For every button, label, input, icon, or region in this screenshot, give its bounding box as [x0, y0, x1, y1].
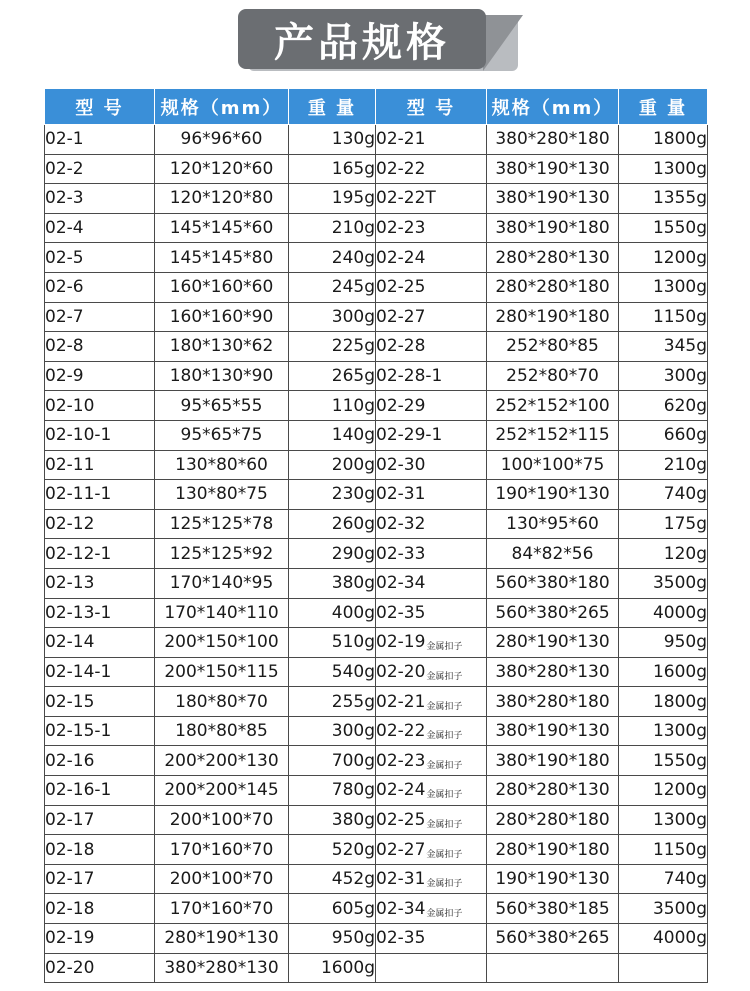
weight-cell: 380g — [289, 568, 376, 598]
table-row — [45, 420, 708, 450]
spec-cell-right: 560*380*265 — [487, 598, 619, 628]
table-row — [45, 864, 708, 894]
weight-cell-right: 1550g — [619, 746, 708, 776]
model-cell-right — [376, 716, 487, 746]
weight-cell-right: 1150g — [619, 835, 708, 865]
model-cell: 02-15 — [45, 687, 155, 717]
table-row — [45, 184, 708, 214]
weight-cell: 110g — [289, 391, 376, 421]
spec-cell-right: 560*380*185 — [487, 894, 619, 924]
model-cell: 02-12-1 — [45, 539, 155, 569]
model-cell: 02-15-1 — [45, 716, 155, 746]
model-cell-right — [376, 628, 487, 658]
model-cell-right — [376, 924, 487, 954]
table-row — [45, 332, 708, 362]
model-cell: 02-16 — [45, 746, 155, 776]
table-row — [45, 776, 708, 806]
table-row — [45, 480, 708, 510]
spec-cell: 145*145*80 — [155, 243, 289, 273]
spec-cell-right: 252*80*85 — [487, 332, 619, 362]
model-cell-right — [376, 805, 487, 835]
model-code: 02-22 — [376, 721, 426, 742]
weight-cell-right: 175g — [619, 509, 708, 539]
spec-cell: 180*80*85 — [155, 716, 289, 746]
spec-cell-right: 380*280*180 — [487, 687, 619, 717]
model-cell-right — [376, 184, 487, 214]
weight-cell-right: 1300g — [619, 716, 708, 746]
spec-cell-right: 100*100*75 — [487, 450, 619, 480]
model-code: 02-22 — [376, 158, 426, 179]
model-code: 02-35 — [376, 928, 426, 949]
weight-cell-right: 4000g — [619, 598, 708, 628]
model-cell: 02-16-1 — [45, 776, 155, 806]
table-row — [45, 450, 708, 480]
weight-cell-right: 3500g — [619, 894, 708, 924]
model-cell-right — [376, 864, 487, 894]
model-cell-right — [376, 302, 487, 332]
weight-cell: 140g — [289, 420, 376, 450]
spec-cell: 130*80*60 — [155, 450, 289, 480]
model-cell-right — [376, 598, 487, 628]
model-cell: 02-19 — [45, 924, 155, 954]
spec-cell: 125*125*78 — [155, 509, 289, 539]
weight-cell: 265g — [289, 361, 376, 391]
weight-cell-right: 1150g — [619, 302, 708, 332]
weight-cell: 452g — [289, 864, 376, 894]
spec-cell: 180*80*70 — [155, 687, 289, 717]
spec-cell: 96*96*60 — [155, 125, 289, 155]
model-code: 02-31 — [376, 484, 426, 505]
table-row — [45, 361, 708, 391]
weight-cell-right: 950g — [619, 628, 708, 658]
model-code: 02-30 — [376, 454, 426, 475]
model-cell: 02-12 — [45, 509, 155, 539]
spec-cell: 120*120*60 — [155, 154, 289, 184]
weight-cell: 210g — [289, 213, 376, 243]
model-cell-right — [376, 687, 487, 717]
weight-cell-right: 1800g — [619, 687, 708, 717]
spec-cell-right: 380*280*130 — [487, 657, 619, 687]
spec-cell-right: 280*280*130 — [487, 243, 619, 273]
weight-cell: 260g — [289, 509, 376, 539]
model-cell: 02-8 — [45, 332, 155, 362]
model-cell-right — [376, 213, 487, 243]
model-cell-right — [376, 154, 487, 184]
spec-cell: 200*200*130 — [155, 746, 289, 776]
spec-cell-right: 380*190*180 — [487, 746, 619, 776]
weight-cell: 540g — [289, 657, 376, 687]
spec-cell-right: 190*190*130 — [487, 864, 619, 894]
model-code: 02-24 — [376, 780, 426, 801]
spec-cell: 180*130*90 — [155, 361, 289, 391]
weight-cell: 130g — [289, 125, 376, 155]
table-row — [45, 154, 708, 184]
spec-cell-right: 280*280*180 — [487, 272, 619, 302]
weight-cell: 290g — [289, 539, 376, 569]
table-row — [45, 924, 708, 954]
header-weight-2: 重 量 — [619, 89, 708, 125]
model-cell: 02-18 — [45, 894, 155, 924]
metal-clasp-note: 金属扣子 — [426, 879, 463, 890]
spec-cell: 170*160*70 — [155, 894, 289, 924]
metal-clasp-note: 金属扣子 — [426, 819, 463, 830]
weight-cell-right: 620g — [619, 391, 708, 421]
weight-cell: 605g — [289, 894, 376, 924]
model-cell: 02-13 — [45, 568, 155, 598]
header-spec: 规格（mm） — [155, 89, 289, 125]
model-code: 02-23 — [376, 218, 426, 239]
spec-cell-right: 280*190*180 — [487, 835, 619, 865]
model-code: 02-23 — [376, 750, 426, 771]
spec-cell-right: 190*190*130 — [487, 480, 619, 510]
spec-cell-right: 380*190*180 — [487, 213, 619, 243]
weight-cell: 230g — [289, 480, 376, 510]
table-row — [45, 835, 708, 865]
weight-cell-right: 1200g — [619, 776, 708, 806]
spec-cell: 160*160*60 — [155, 272, 289, 302]
spec-cell: 200*150*115 — [155, 657, 289, 687]
banner-tail — [483, 15, 523, 71]
model-code: 02-22T — [376, 188, 436, 209]
spec-cell: 200*100*70 — [155, 864, 289, 894]
weight-cell: 245g — [289, 272, 376, 302]
weight-cell-right: 4000g — [619, 924, 708, 954]
spec-cell-right: 84*82*56 — [487, 539, 619, 569]
metal-clasp-note: 金属扣子 — [426, 671, 463, 682]
spec-cell: 200*100*70 — [155, 805, 289, 835]
model-code: 02-29-1 — [376, 425, 443, 446]
model-cell: 02-13-1 — [45, 598, 155, 628]
model-code: 02-34 — [376, 898, 426, 919]
table-row — [45, 272, 708, 302]
weight-cell-right: 1800g — [619, 125, 708, 155]
header-model-2: 型 号 — [376, 89, 487, 125]
model-cell: 02-3 — [45, 184, 155, 214]
weight-cell: 225g — [289, 332, 376, 362]
model-cell: 02-17 — [45, 864, 155, 894]
weight-cell-right: 120g — [619, 539, 708, 569]
model-code: 02-20 — [376, 661, 426, 682]
header-weight: 重 量 — [289, 89, 376, 125]
table-row — [45, 687, 708, 717]
spec-cell: 200*200*145 — [155, 776, 289, 806]
model-cell-right — [376, 420, 487, 450]
page-title: 产品规格 — [238, 9, 486, 69]
model-cell-right — [376, 953, 487, 983]
header-model: 型 号 — [45, 89, 155, 125]
spec-cell-right: 130*95*60 — [487, 509, 619, 539]
spec-cell-right: 252*80*70 — [487, 361, 619, 391]
spec-cell: 130*80*75 — [155, 480, 289, 510]
table-row — [45, 539, 708, 569]
model-cell: 02-9 — [45, 361, 155, 391]
model-cell: 02-7 — [45, 302, 155, 332]
spec-cell: 145*145*60 — [155, 213, 289, 243]
model-code: 02-35 — [376, 602, 426, 623]
header-row — [45, 89, 708, 125]
model-cell: 02-5 — [45, 243, 155, 273]
spec-cell-right: 280*190*180 — [487, 302, 619, 332]
weight-cell-right: 1355g — [619, 184, 708, 214]
weight-cell-right: 1600g — [619, 657, 708, 687]
spec-table — [44, 88, 708, 983]
spec-cell-right: 380*190*130 — [487, 716, 619, 746]
weight-cell: 400g — [289, 598, 376, 628]
weight-cell-right — [619, 953, 708, 983]
model-cell-right — [376, 243, 487, 273]
weight-cell: 300g — [289, 302, 376, 332]
spec-cell-right: 560*380*180 — [487, 568, 619, 598]
spec-cell: 200*150*100 — [155, 628, 289, 658]
model-cell: 02-18 — [45, 835, 155, 865]
model-cell-right — [376, 125, 487, 155]
model-code: 02-25 — [376, 809, 426, 830]
weight-cell: 950g — [289, 924, 376, 954]
table-row — [45, 746, 708, 776]
model-cell-right — [376, 894, 487, 924]
model-code: 02-27 — [376, 306, 426, 327]
metal-clasp-note: 金属扣子 — [426, 701, 463, 712]
table-row — [45, 243, 708, 273]
model-code: 02-28 — [376, 336, 426, 357]
spec-cell-right: 560*380*265 — [487, 924, 619, 954]
model-code: 02-28-1 — [376, 366, 443, 387]
model-cell: 02-17 — [45, 805, 155, 835]
weight-cell-right: 1300g — [619, 805, 708, 835]
model-cell-right — [376, 657, 487, 687]
table-row — [45, 568, 708, 598]
metal-clasp-note: 金属扣子 — [426, 790, 463, 801]
table-row — [45, 213, 708, 243]
model-cell-right — [376, 539, 487, 569]
model-code: 02-29 — [376, 395, 426, 416]
spec-cell-right: 280*190*130 — [487, 628, 619, 658]
model-code: 02-32 — [376, 514, 426, 535]
weight-cell-right: 210g — [619, 450, 708, 480]
model-code: 02-25 — [376, 277, 426, 298]
spec-cell-right — [487, 953, 619, 983]
weight-cell: 200g — [289, 450, 376, 480]
model-cell: 02-10-1 — [45, 420, 155, 450]
model-cell: 02-20 — [45, 953, 155, 983]
model-cell-right — [376, 272, 487, 302]
model-cell: 02-11-1 — [45, 480, 155, 510]
spec-cell: 170*160*70 — [155, 835, 289, 865]
model-cell-right — [376, 835, 487, 865]
table-row — [45, 125, 708, 155]
spec-cell-right: 280*280*180 — [487, 805, 619, 835]
table-row — [45, 657, 708, 687]
weight-cell: 510g — [289, 628, 376, 658]
weight-cell: 1600g — [289, 953, 376, 983]
table-row — [45, 716, 708, 746]
model-code: 02-21 — [376, 129, 426, 150]
model-cell-right — [376, 450, 487, 480]
weight-cell: 300g — [289, 716, 376, 746]
model-cell: 02-11 — [45, 450, 155, 480]
model-cell: 02-1 — [45, 125, 155, 155]
spec-cell: 160*160*90 — [155, 302, 289, 332]
table-row — [45, 391, 708, 421]
table-row — [45, 628, 708, 658]
weight-cell: 195g — [289, 184, 376, 214]
weight-cell-right: 740g — [619, 480, 708, 510]
weight-cell: 780g — [289, 776, 376, 806]
spec-cell: 280*190*130 — [155, 924, 289, 954]
table-row — [45, 894, 708, 924]
spec-cell-right: 252*152*115 — [487, 420, 619, 450]
model-cell-right — [376, 776, 487, 806]
model-cell: 02-2 — [45, 154, 155, 184]
spec-cell-right: 380*190*130 — [487, 154, 619, 184]
model-cell-right — [376, 746, 487, 776]
spec-cell: 95*65*55 — [155, 391, 289, 421]
model-cell: 02-10 — [45, 391, 155, 421]
metal-clasp-note: 金属扣子 — [426, 849, 463, 860]
metal-clasp-note: 金属扣子 — [426, 642, 463, 653]
weight-cell-right: 300g — [619, 361, 708, 391]
model-cell: 02-14-1 — [45, 657, 155, 687]
model-cell-right — [376, 568, 487, 598]
weight-cell-right: 1300g — [619, 272, 708, 302]
weight-cell: 165g — [289, 154, 376, 184]
spec-cell: 170*140*95 — [155, 568, 289, 598]
weight-cell-right: 1200g — [619, 243, 708, 273]
model-code: 02-33 — [376, 543, 426, 564]
model-cell-right — [376, 332, 487, 362]
table-row — [45, 598, 708, 628]
model-code: 02-19 — [376, 632, 426, 653]
weight-cell-right: 740g — [619, 864, 708, 894]
spec-cell: 180*130*62 — [155, 332, 289, 362]
table-row — [45, 805, 708, 835]
weight-cell: 255g — [289, 687, 376, 717]
weight-cell: 520g — [289, 835, 376, 865]
table-row — [45, 302, 708, 332]
spec-cell: 380*280*130 — [155, 953, 289, 983]
spec-cell: 95*65*75 — [155, 420, 289, 450]
spec-cell-right: 280*280*130 — [487, 776, 619, 806]
title-banner — [238, 9, 526, 71]
spec-cell-right: 380*280*180 — [487, 125, 619, 155]
weight-cell: 240g — [289, 243, 376, 273]
metal-clasp-note: 金属扣子 — [426, 760, 463, 771]
weight-cell-right: 3500g — [619, 568, 708, 598]
weight-cell: 380g — [289, 805, 376, 835]
model-cell-right — [376, 361, 487, 391]
table-row — [45, 953, 708, 983]
metal-clasp-note: 金属扣子 — [426, 731, 463, 742]
weight-cell-right: 345g — [619, 332, 708, 362]
spec-cell: 170*140*110 — [155, 598, 289, 628]
spec-cell: 125*125*92 — [155, 539, 289, 569]
model-code: 02-34 — [376, 573, 426, 594]
spec-cell: 120*120*80 — [155, 184, 289, 214]
model-cell-right — [376, 480, 487, 510]
model-cell: 02-6 — [45, 272, 155, 302]
weight-cell-right: 1300g — [619, 154, 708, 184]
header-spec-2: 规格（mm） — [487, 89, 619, 125]
metal-clasp-note: 金属扣子 — [426, 908, 463, 919]
model-code: 02-21 — [376, 691, 426, 712]
model-code: 02-24 — [376, 247, 426, 268]
spec-cell-right: 380*190*130 — [487, 184, 619, 214]
spec-cell-right: 252*152*100 — [487, 391, 619, 421]
model-cell-right — [376, 391, 487, 421]
weight-cell-right: 1550g — [619, 213, 708, 243]
model-code: 02-27 — [376, 839, 426, 860]
model-cell: 02-14 — [45, 628, 155, 658]
model-cell: 02-4 — [45, 213, 155, 243]
weight-cell-right: 660g — [619, 420, 708, 450]
model-cell-right — [376, 509, 487, 539]
weight-cell: 700g — [289, 746, 376, 776]
model-code: 02-31 — [376, 869, 426, 890]
table-row — [45, 509, 708, 539]
